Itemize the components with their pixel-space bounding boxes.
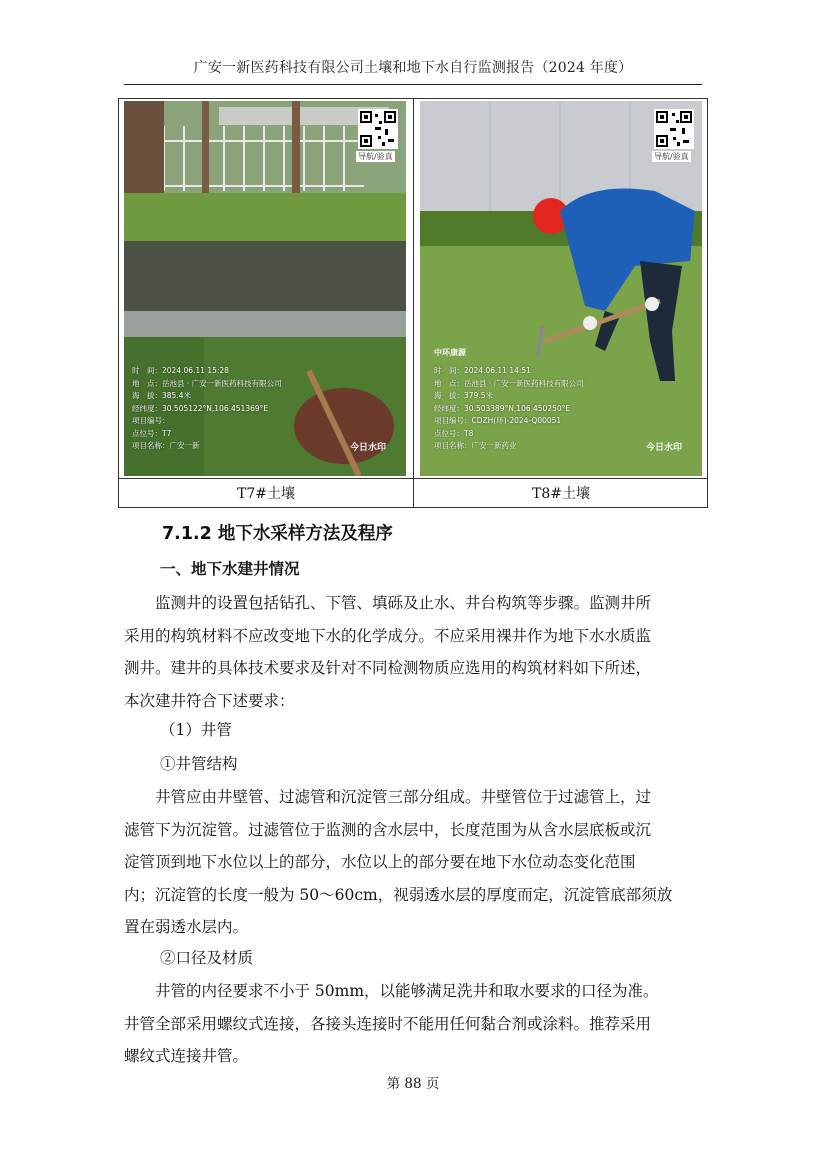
watermark-place: 地 点：岳池县 · 广安一新医药科技有限公司: [434, 378, 584, 388]
watermark-project: 项目编号：: [132, 416, 170, 425]
item-subheading-structure: ①井管结构: [160, 755, 238, 773]
watermark-project-name: 项目名称：广安一新药业: [434, 441, 517, 450]
text-line: 滤管下为沉淀管。过滤管位于监测的含水层中，长度范围为从含水层底板或沉: [124, 820, 652, 839]
qr-label: 导航/验真: [654, 152, 689, 161]
item-heading-well-pipe: （1）井管: [160, 721, 232, 739]
text-line: 螺纹式连接井管。: [124, 1047, 249, 1065]
text-line: 本次建井符合下述要求：: [124, 691, 295, 710]
photo-caption-t7: T7#土壤: [237, 486, 295, 502]
watermark-block: [132, 365, 282, 453]
watermark-altitude: 海 拔：379.5米: [434, 391, 493, 400]
table-divider-vertical: [413, 99, 414, 507]
structure-paragraph: [124, 781, 702, 944]
text-line: 井管的内径要求不小于 50mm，以能够满足洗井和取水要求的口径为准。: [155, 982, 659, 1000]
watermark-time: 时 间：2024.06.11 14:51: [434, 366, 531, 375]
qr-label: 导航/验真: [358, 152, 393, 161]
watermark-time: 时 间：2024.06.11 15:28: [132, 366, 229, 375]
watermark-point: 点位号：T7: [132, 428, 172, 438]
intro-paragraph: [124, 587, 702, 717]
watermark-coords: 经纬度：30.505122°N,106.451369°E: [132, 403, 269, 413]
watermark-place: 地 点：岳池县 · 广安一新医药科技有限公司: [132, 378, 282, 388]
photo-table: [118, 98, 708, 508]
item-subheading-material: ②口径及材质: [160, 949, 254, 967]
header-rule: [124, 84, 702, 85]
text-line: 内；沉淀管的长度一般为 50～60cm，视弱透水层的厚度而定，沉淀管底部须放: [124, 885, 673, 904]
watermark-app-badge: 今日水印: [350, 443, 387, 453]
section-heading: 7.1.2 地下水采样方法及程序: [162, 524, 393, 544]
subsection-heading: 一、地下水建井情况: [160, 560, 300, 578]
text-line: 测井。建井的具体技术要求及针对不同检测物质应选用的构筑材料如下所述，: [124, 659, 652, 677]
text-line: 监测井的设置包括钻孔、下管、填砾及止水、井台构筑等步骤。监测井所: [155, 594, 652, 612]
table-divider-horizontal: [119, 478, 707, 479]
qr-code-icon: [358, 109, 398, 149]
watermark-coords: 经纬度：30.503389°N,106.450250°E: [434, 403, 571, 413]
watermark-block: [434, 365, 584, 453]
photo-t8-soil: [420, 101, 702, 476]
watermark-project: 项目编号：CDZH(环)-2024-Q00051: [434, 416, 562, 425]
material-paragraph: [124, 975, 702, 1073]
text-line: 井管全部采用螺纹式连接，各接头连接时不能用任何黏合剂或涂料。推荐采用: [124, 1014, 652, 1033]
page-header-title: 广安一新医药科技有限公司土壤和地下水自行监测报告（2024 年度）: [193, 60, 633, 76]
photo-t7-soil: [124, 101, 406, 476]
page-number: 第 88 页: [386, 1076, 440, 1092]
text-line: 置在弱透水层内。: [124, 918, 249, 936]
watermark-project-name: 项目名称：广安一新: [132, 441, 200, 450]
company-logo: 中环康源: [434, 348, 466, 357]
text-line: 淀管顶到地下水位以上的部分，水位以上的部分要在地下水位动态变化范围: [124, 853, 636, 871]
photo-caption-t8: T8#土壤: [532, 486, 590, 502]
watermark-point: 点位号：T8: [434, 428, 474, 438]
text-line: 采用的构筑材料不应改变地下水的化学成分。不应采用裸井作为地下水水质监: [124, 626, 652, 645]
text-line: 井管应由井壁管、过滤管和沉淀管三部分组成。井壁管位于过滤管上，过: [155, 788, 652, 806]
qr-code-icon: [654, 109, 694, 149]
watermark-altitude: 海 拔：385.4米: [132, 391, 191, 400]
watermark-app-badge: 今日水印: [646, 443, 683, 453]
